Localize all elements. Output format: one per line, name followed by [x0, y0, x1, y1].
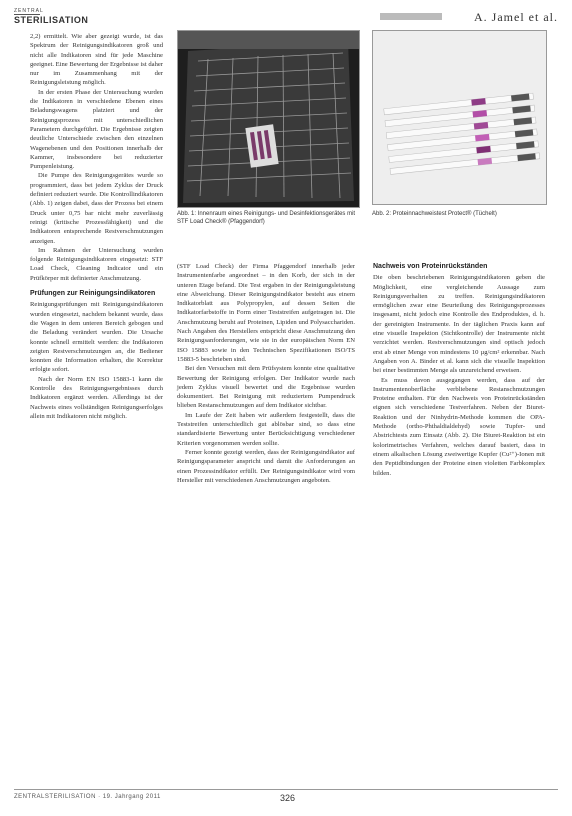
figure-protein-test [372, 30, 547, 205]
paragraph: Die Pumpe des Reinigungsgerätes wurde so programmiert, dass bei jedem Zyklus der Druck definiert reduziert wurde. Die Kontrollindikatoren (Abb. 1) zeigen dabei, dass der Prozess bei einem Druck unter 0,75 bar nicht mehr zuverlässig reinigt (kritische Prozessfähigkeit) und die Indikatoren entsprechende Restverschmutzungen anzeigen. [30, 172, 163, 245]
paragraph: Nach der Norm EN ISO 15883-1 kann die Kontrolle des Reinigungsergebnisses durch Indikatoren ergänzt werden. Allerdings ist der Nachweis eines vollständigen Reinigungserfolges allein mit Indikatoren nicht möglich. [30, 375, 163, 420]
figure-1-caption: Abb. 1: Innenraum eines Reinigungs- und Desinfektionsgerätes mit STF Load Check® (Pfaggendorf) [177, 211, 356, 225]
footer-journal: ZENTRALSTERILISATION · 19. Jahrgang 2011 [14, 794, 161, 800]
text-column-2 [177, 262, 355, 485]
paragraph: (STF Load Check) der Firma Pfaggendorf innerhalb jeder Instrumentenfarbe angeordnet – in den Korb, der sich in der unteren Etage befand. Die Test ergaben in der Reinigungsleistung eine Abweichung. Dieser Reinigungsindikator besteht aus einem Indikatorblatt aus Polypropylen, auf dessen Seiten die Indikatorfarbstoffe in Form einer Teststreifen aufgetragen ist. Die Anschmutzung beruht auf Proteinen, Lipiden und Polysacchariden. Nach Angaben des Herstellers entspricht diese Anschmutzung den Reinigungsanforderungen, wie sie in der europäischen Norm EN ISO 15883 sowie in den Technischen Spezifikationen ISO/TS 15883-5 beschrieben sind. [177, 263, 355, 363]
paragraph: Reinigungsprüfungen mit Reinigungsindikatoren wurden eingesetzt, nachdem bekannt wurde, dass die Wagen in dem unteren Bereich gebogen und die Beladung verändert wurden. Die Ursache konnte schnell ermittelt werden: die Indikatoren zeigten Restverschmutzungen an, die Bediener konnten die Information erhalten, die Korrektur erfolgte sofort. [30, 301, 163, 374]
text-column-3 [373, 262, 545, 478]
page-footer [14, 789, 558, 803]
paragraph: Bei den Versuchen mit dem Prüfsystem konnte eine qualitative Bewertung der Reinigung erfolgen. Der Indikator wurde nach jedem Zyklus visuell bewertet und die Ergebnisse wurden dokumentiert. Bei Reinigung mit reduziertem Pumpendruck blieben Restanschmutzungen auf dem Indikator sichtbar. [177, 365, 355, 410]
figure-washer-chamber [177, 30, 360, 208]
running-head-author: A. Jamel et al. [474, 10, 558, 24]
figure-2-caption: Abb. 2: Proteinnachweistest Protect® (Tüchelt) [372, 211, 497, 217]
section-heading: Prüfungen zur Reinigungsindikatoren [30, 290, 156, 298]
paragraph: Die oben beschriebenen Reinigungsindikatoren geben die Möglichkeit, eine vergleichende Aussage zum Reinigungsverhalten zu treffen. Reinigungsindikatoren ermöglichen zwar eine Beurteilung des Reinigungsprozesses insgesamt, nicht jedoch eine Kontrolle des Endproduktes, d. h. der gereinigten Instrumente. In der täglichen Praxis kann auf eine visuelle Inspektion (Sichtkontrolle) der Instrumente nicht verzichtet werden. Restverschmutzungen sind optisch jedoch erst ab einer Menge von mindestens 10 µg/cm² erkennbar. Nach Angaben von A. Binder et al. kann sich die visuelle Inspektion bei einer bestimmten Menge als unzureichend erweisen. [373, 274, 545, 375]
paragraph: 2,2) ermittelt. Wie aber gezeigt wurde, ist das Spektrum der Reinigungsindikatoren groß und nicht alle Indikatoren sind für jede Maschine geeignet. Eine Bewertung der Ergebnisse ist daher nur im Zusammenhang mit der Reinigungsleistung möglich. [30, 33, 163, 87]
paragraph: Ferner konnte gezeigt werden, dass der Reinigungsindikator auf Reinigungsparameter anspricht und damit die Anforderungen an einen Prozessindikator erfüllt. Der Reinigungsindikator wird vom Hersteller mit verschiedenen Anschmutzungen angeboten. [177, 448, 355, 484]
paragraph: Im Rahmen der Untersuchung wurden folgende Reinigungsindikatoren eingesetzt: STF Load Check, Cleaning Indicator und ein Prüfkörper mit definierter Anschmutzung. [30, 246, 163, 282]
paragraph: In der ersten Phase der Untersuchung wurden die Indikatoren in verschiedene Ebenen eines Beladungswagens platziert und der Reinigungsprozess mit unterschiedlichen Parametern durchgeführt. Die Ergebnisse zeigten deutliche Unterschiede zwischen den einzelnen Wagenebenen und den Positionen innerhalb der Kammer, insbesondere bei reduzierter Pumpenleistung. [30, 88, 163, 171]
section-heading: Nachweis von Proteinrückständen [373, 263, 488, 270]
logo-top-text: ZENTRAL [14, 8, 44, 14]
header-bar [380, 13, 442, 20]
page-number: 326 [280, 793, 296, 803]
paragraph: Im Laufe der Zeit haben wir außerdem festgestellt, dass die Teststreifen unterschiedlich gut ablösbar sind, so dass eine standardisierte Bewertung unter Berücksichtigung verschiedener Kriterien vorgenommen werden sollte. [177, 411, 355, 447]
paragraph: Es muss davon ausgegangen werden, dass auf der Instrumentenoberfläche verbliebene Restanschmutzungen Proteine enthalten. Für den Nachweis von Proteinrückständen eignen sich verschiedene Testverfahren. Neben der Biuret-Reaktion und der Ninhydrin-Methode kommen die OPA-Methode (ortho-Phthaldialdehyd) sowie Tupfer- und Abstrichtests zum Einsatz (Abb. 2). Die Biuret-Reaktion ist ein kolorimetrisches Verfahren, welches darauf basiert, dass in einem alkalischen Lösung zweiwertige Kupfer (Cu²⁺)-Ionen mit den Peptidbindungen der Proteine einen violetten Farbkomplex bilden. [373, 376, 545, 477]
journal-logo [14, 8, 104, 25]
text-column-1 [30, 32, 163, 421]
logo-main-text: STERILISATION [14, 15, 89, 25]
